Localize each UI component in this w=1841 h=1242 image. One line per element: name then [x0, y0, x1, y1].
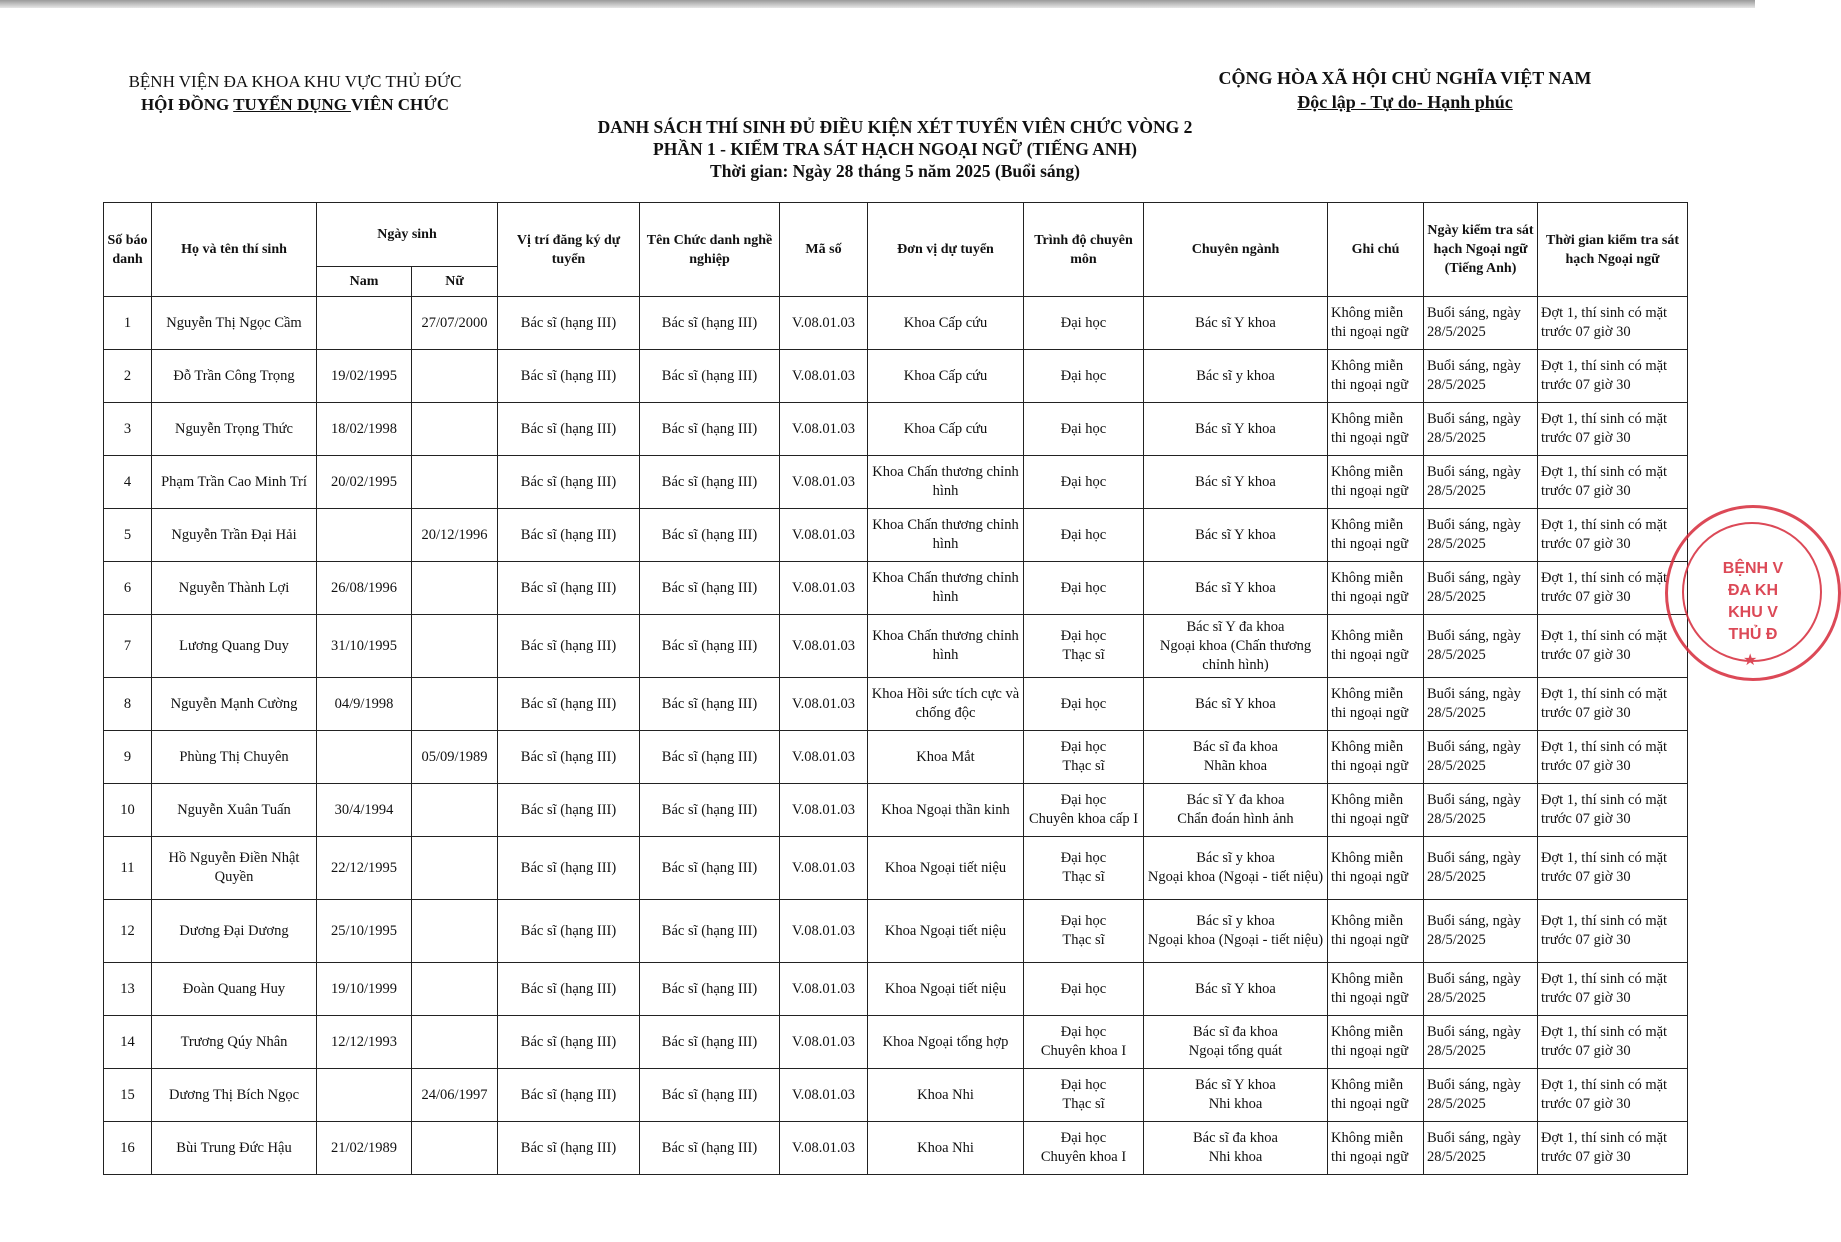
cell-title: Bác sĩ (hạng III)	[640, 837, 780, 900]
cell-exam-date: Buổi sáng, ngày 28/5/2025	[1424, 1122, 1538, 1175]
cell-dob-female	[412, 837, 498, 900]
cell-unit: Khoa Cấp cứu	[868, 350, 1024, 403]
cell-sbd: 6	[104, 562, 152, 615]
cell-dob-female: 20/12/1996	[412, 509, 498, 562]
cell-unit: Khoa Mắt	[868, 731, 1024, 784]
cell-level: Đại học	[1024, 403, 1144, 456]
cell-unit: Khoa Ngoại tiết niệu	[868, 900, 1024, 963]
table-row	[104, 403, 1688, 456]
cell-note: Không miễn thi ngoại ngữ	[1328, 837, 1424, 900]
table-row	[104, 1122, 1688, 1175]
cell-position: Bác sĩ (hạng III)	[498, 900, 640, 963]
table-row	[104, 456, 1688, 509]
cell-note: Không miễn thi ngoại ngữ	[1328, 456, 1424, 509]
cell-sbd: 10	[104, 784, 152, 837]
cell-exam-date: Buổi sáng, ngày 28/5/2025	[1424, 350, 1538, 403]
cell-major: Bác sĩ Y khoa	[1144, 562, 1328, 615]
header-name: Họ và tên thí sinh	[152, 203, 317, 297]
cell-name: Dương Đại Dương	[152, 900, 317, 963]
cell-dob-female	[412, 678, 498, 731]
cell-name: Phạm Trần Cao Minh Trí	[152, 456, 317, 509]
header-major: Chuyên ngành	[1144, 203, 1328, 297]
cell-note: Không miễn thi ngoại ngữ	[1328, 1122, 1424, 1175]
cell-level: Đại học	[1024, 350, 1144, 403]
cell-dob-male: 22/12/1995	[317, 837, 412, 900]
cell-dob-male: 18/02/1998	[317, 403, 412, 456]
header-exam-date: Ngày kiểm tra sát hạch Ngoại ngữ (Tiếng Anh)	[1424, 203, 1538, 297]
cell-exam-time: Đợt 1, thí sinh có mặt trước 07 giờ 30	[1538, 784, 1688, 837]
council-name-post: VIÊN CHỨC	[350, 95, 450, 114]
cell-exam-time: Đợt 1, thí sinh có mặt trước 07 giờ 30	[1538, 615, 1688, 678]
cell-code: V.08.01.03	[780, 350, 868, 403]
table-row	[104, 784, 1688, 837]
table-row	[104, 350, 1688, 403]
cell-position: Bác sĩ (hạng III)	[498, 562, 640, 615]
cell-exam-time: Đợt 1, thí sinh có mặt trước 07 giờ 30	[1538, 1122, 1688, 1175]
cell-unit: Khoa Cấp cứu	[868, 403, 1024, 456]
cell-name: Đoàn Quang Huy	[152, 963, 317, 1016]
cell-sbd: 1	[104, 297, 152, 350]
cell-sbd: 3	[104, 403, 152, 456]
table-row	[104, 900, 1688, 963]
cell-dob-male: 31/10/1995	[317, 615, 412, 678]
cell-dob-male: 30/4/1994	[317, 784, 412, 837]
cell-level: Đại học	[1024, 509, 1144, 562]
cell-level: Đại học	[1024, 963, 1144, 1016]
cell-exam-date: Buổi sáng, ngày 28/5/2025	[1424, 403, 1538, 456]
cell-level: Đại học Chuyên khoa I	[1024, 1016, 1144, 1069]
header-female: Nữ	[412, 267, 498, 297]
cell-exam-time: Đợt 1, thí sinh có mặt trước 07 giờ 30	[1538, 562, 1688, 615]
header-exam-time: Thời gian kiểm tra sát hạch Ngoại ngữ	[1538, 203, 1688, 297]
cell-major: Bác sĩ Y khoa	[1144, 509, 1328, 562]
cell-title: Bác sĩ (hạng III)	[640, 403, 780, 456]
cell-title: Bác sĩ (hạng III)	[640, 1069, 780, 1122]
header-level: Trình độ chuyên môn	[1024, 203, 1144, 297]
cell-unit: Khoa Chấn thương chỉnh hình	[868, 509, 1024, 562]
header-dob: Ngày sinh	[317, 203, 498, 267]
cell-code: V.08.01.03	[780, 297, 868, 350]
cell-level: Đại học Thạc sĩ	[1024, 900, 1144, 963]
cell-major: Bác sĩ Y khoa	[1144, 403, 1328, 456]
cell-note: Không miễn thi ngoại ngữ	[1328, 678, 1424, 731]
cell-title: Bác sĩ (hạng III)	[640, 297, 780, 350]
cell-unit: Khoa Ngoại tiết niệu	[868, 837, 1024, 900]
cell-exam-time: Đợt 1, thí sinh có mặt trước 07 giờ 30	[1538, 297, 1688, 350]
cell-exam-date: Buổi sáng, ngày 28/5/2025	[1424, 1016, 1538, 1069]
cell-unit: Khoa Ngoại tổng hợp	[868, 1016, 1024, 1069]
cell-dob-male: 12/12/1993	[317, 1016, 412, 1069]
cell-dob-male: 26/08/1996	[317, 562, 412, 615]
cell-major: Bác sĩ y khoa	[1144, 350, 1328, 403]
cell-code: V.08.01.03	[780, 963, 868, 1016]
cell-name: Nguyễn Thành Lợi	[152, 562, 317, 615]
cell-name: Nguyễn Mạnh Cường	[152, 678, 317, 731]
cell-code: V.08.01.03	[780, 731, 868, 784]
cell-unit: Khoa Cấp cứu	[868, 297, 1024, 350]
cell-sbd: 5	[104, 509, 152, 562]
seal-line-4: THỦ Đ	[1728, 626, 1778, 643]
cell-position: Bác sĩ (hạng III)	[498, 403, 640, 456]
cell-title: Bác sĩ (hạng III)	[640, 900, 780, 963]
cell-unit: Khoa Chấn thương chỉnh hình	[868, 456, 1024, 509]
cell-note: Không miễn thi ngoại ngữ	[1328, 297, 1424, 350]
cell-dob-male	[317, 731, 412, 784]
cell-major: Bác sĩ y khoa Ngoại khoa (Ngoại - tiết niệu)	[1144, 900, 1328, 963]
header-note: Ghi chú	[1328, 203, 1424, 297]
table-row	[104, 509, 1688, 562]
cell-exam-date: Buổi sáng, ngày 28/5/2025	[1424, 509, 1538, 562]
cell-position: Bác sĩ (hạng III)	[498, 456, 640, 509]
cell-code: V.08.01.03	[780, 678, 868, 731]
cell-exam-time: Đợt 1, thí sinh có mặt trước 07 giờ 30	[1538, 837, 1688, 900]
cell-level: Đại học Thạc sĩ	[1024, 615, 1144, 678]
cell-dob-female	[412, 562, 498, 615]
seal-line-1: BỆNH V	[1722, 560, 1784, 577]
org-name: BỆNH VIỆN ĐA KHOA KHU VỰC THỦ ĐỨC	[128, 72, 462, 91]
council-name	[95, 93, 495, 116]
cell-code: V.08.01.03	[780, 509, 868, 562]
cell-unit: Khoa Chấn thương chỉnh hình	[868, 562, 1024, 615]
cell-title: Bác sĩ (hạng III)	[640, 350, 780, 403]
cell-code: V.08.01.03	[780, 456, 868, 509]
cell-title: Bác sĩ (hạng III)	[640, 509, 780, 562]
cell-position: Bác sĩ (hạng III)	[498, 297, 640, 350]
cell-title: Bác sĩ (hạng III)	[640, 963, 780, 1016]
cell-major: Bác sĩ Y khoa	[1144, 456, 1328, 509]
cell-note: Không miễn thi ngoại ngữ	[1328, 350, 1424, 403]
cell-dob-female	[412, 615, 498, 678]
cell-major: Bác sĩ Y khoa	[1144, 963, 1328, 1016]
organization-header	[95, 70, 495, 116]
table-row	[104, 615, 1688, 678]
cell-dob-female	[412, 784, 498, 837]
cell-major: Bác sĩ đa khoa Nhi khoa	[1144, 1122, 1328, 1175]
cell-note: Không miễn thi ngoại ngữ	[1328, 900, 1424, 963]
cell-exam-date: Buổi sáng, ngày 28/5/2025	[1424, 900, 1538, 963]
cell-code: V.08.01.03	[780, 784, 868, 837]
cell-position: Bác sĩ (hạng III)	[498, 963, 640, 1016]
cell-code: V.08.01.03	[780, 1122, 868, 1175]
cell-level: Đại học Chuyên khoa I	[1024, 1122, 1144, 1175]
cell-note: Không miễn thi ngoại ngữ	[1328, 731, 1424, 784]
cell-name: Lương Quang Duy	[152, 615, 317, 678]
cell-name: Nguyễn Trọng Thức	[152, 403, 317, 456]
cell-major: Bác sĩ Y đa khoa Ngoại khoa (Chấn thương chỉnh hình)	[1144, 615, 1328, 678]
seal-text	[1698, 558, 1808, 646]
header-unit: Đơn vị dự tuyển	[868, 203, 1024, 297]
table-row	[104, 1016, 1688, 1069]
cell-unit: Khoa Hồi sức tích cực và chống độc	[868, 678, 1024, 731]
national-header	[1180, 66, 1630, 114]
table-body	[104, 297, 1688, 1175]
cell-name: Nguyễn Thị Ngọc Cầm	[152, 297, 317, 350]
cell-dob-female: 05/09/1989	[412, 731, 498, 784]
cell-position: Bác sĩ (hạng III)	[498, 1016, 640, 1069]
cell-dob-female: 24/06/1997	[412, 1069, 498, 1122]
cell-exam-time: Đợt 1, thí sinh có mặt trước 07 giờ 30	[1538, 509, 1688, 562]
cell-note: Không miễn thi ngoại ngữ	[1328, 1016, 1424, 1069]
cell-exam-time: Đợt 1, thí sinh có mặt trước 07 giờ 30	[1538, 900, 1688, 963]
cell-dob-male	[317, 509, 412, 562]
candidate-table	[103, 202, 1688, 1175]
cell-exam-time: Đợt 1, thí sinh có mặt trước 07 giờ 30	[1538, 731, 1688, 784]
cell-sbd: 16	[104, 1122, 152, 1175]
cell-sbd: 11	[104, 837, 152, 900]
cell-name: Trương Qúy Nhân	[152, 1016, 317, 1069]
cell-sbd: 4	[104, 456, 152, 509]
nation-motto: Độc lập - Tự do- Hạnh phúc	[1297, 92, 1513, 112]
cell-dob-male	[317, 297, 412, 350]
cell-note: Không miễn thi ngoại ngữ	[1328, 963, 1424, 1016]
cell-dob-female: 27/07/2000	[412, 297, 498, 350]
cell-dob-female	[412, 456, 498, 509]
cell-dob-female	[412, 900, 498, 963]
cell-note: Không miễn thi ngoại ngữ	[1328, 509, 1424, 562]
cell-level: Đại học	[1024, 562, 1144, 615]
cell-unit: Khoa Ngoại tiết niệu	[868, 963, 1024, 1016]
cell-level: Đại học Chuyên khoa cấp I	[1024, 784, 1144, 837]
cell-level: Đại học Thạc sĩ	[1024, 731, 1144, 784]
seal-line-2: ĐA KH	[1727, 582, 1779, 599]
cell-exam-date: Buổi sáng, ngày 28/5/2025	[1424, 837, 1538, 900]
seal-star-icon: ★	[1743, 652, 1758, 669]
cell-major: Bác sĩ Y đa khoa Chẩn đoán hình ảnh	[1144, 784, 1328, 837]
cell-title: Bác sĩ (hạng III)	[640, 1016, 780, 1069]
cell-title: Bác sĩ (hạng III)	[640, 562, 780, 615]
cell-unit: Khoa Nhi	[868, 1069, 1024, 1122]
cell-exam-date: Buổi sáng, ngày 28/5/2025	[1424, 1069, 1538, 1122]
cell-note: Không miễn thi ngoại ngữ	[1328, 784, 1424, 837]
cell-exam-time: Đợt 1, thí sinh có mặt trước 07 giờ 30	[1538, 403, 1688, 456]
table-row	[104, 1069, 1688, 1122]
cell-exam-date: Buổi sáng, ngày 28/5/2025	[1424, 784, 1538, 837]
cell-major: Bác sĩ y khoa Ngoại khoa (Ngoại - tiết niệu)	[1144, 837, 1328, 900]
cell-name: Hồ Nguyễn Điền Nhật Quyền	[152, 837, 317, 900]
cell-dob-male	[317, 1069, 412, 1122]
cell-exam-time: Đợt 1, thí sinh có mặt trước 07 giờ 30	[1538, 963, 1688, 1016]
cell-exam-date: Buổi sáng, ngày 28/5/2025	[1424, 731, 1538, 784]
cell-sbd: 7	[104, 615, 152, 678]
cell-major: Bác sĩ Y khoa	[1144, 678, 1328, 731]
scan-edge	[0, 0, 1755, 8]
cell-title: Bác sĩ (hạng III)	[640, 784, 780, 837]
cell-position: Bác sĩ (hạng III)	[498, 731, 640, 784]
cell-position: Bác sĩ (hạng III)	[498, 509, 640, 562]
cell-sbd: 14	[104, 1016, 152, 1069]
seal-line-3: KHU V	[1728, 604, 1778, 621]
cell-title: Bác sĩ (hạng III)	[640, 456, 780, 509]
cell-level: Đại học	[1024, 678, 1144, 731]
cell-title: Bác sĩ (hạng III)	[640, 615, 780, 678]
cell-code: V.08.01.03	[780, 1016, 868, 1069]
cell-position: Bác sĩ (hạng III)	[498, 784, 640, 837]
cell-exam-date: Buổi sáng, ngày 28/5/2025	[1424, 456, 1538, 509]
cell-dob-male: 19/02/1995	[317, 350, 412, 403]
cell-dob-female	[412, 403, 498, 456]
cell-level: Đại học	[1024, 456, 1144, 509]
cell-sbd: 2	[104, 350, 152, 403]
cell-position: Bác sĩ (hạng III)	[498, 1069, 640, 1122]
cell-exam-time: Đợt 1, thí sinh có mặt trước 07 giờ 30	[1538, 678, 1688, 731]
cell-dob-male: 19/10/1999	[317, 963, 412, 1016]
cell-code: V.08.01.03	[780, 837, 868, 900]
cell-name: Phùng Thị Chuyên	[152, 731, 317, 784]
cell-dob-female	[412, 963, 498, 1016]
cell-unit: Khoa Chấn thương chỉnh hình	[868, 615, 1024, 678]
cell-note: Không miễn thi ngoại ngữ	[1328, 403, 1424, 456]
cell-dob-male: 20/02/1995	[317, 456, 412, 509]
cell-note: Không miễn thi ngoại ngữ	[1328, 562, 1424, 615]
cell-name: Nguyễn Xuân Tuấn	[152, 784, 317, 837]
title-line-1: DANH SÁCH THÍ SINH ĐỦ ĐIỀU KIỆN XÉT TUYỂN VIÊN CHỨC VÒNG 2	[597, 117, 1193, 137]
cell-position: Bác sĩ (hạng III)	[498, 678, 640, 731]
table-row	[104, 963, 1688, 1016]
cell-dob-male: 04/9/1998	[317, 678, 412, 731]
table-row	[104, 562, 1688, 615]
cell-name: Nguyễn Trần Đại Hải	[152, 509, 317, 562]
cell-unit: Khoa Nhi	[868, 1122, 1024, 1175]
header-code: Mã số	[780, 203, 868, 297]
cell-exam-date: Buổi sáng, ngày 28/5/2025	[1424, 562, 1538, 615]
table-row	[104, 731, 1688, 784]
cell-level: Đại học Thạc sĩ	[1024, 837, 1144, 900]
cell-level: Đại học	[1024, 297, 1144, 350]
cell-sbd: 13	[104, 963, 152, 1016]
cell-exam-time: Đợt 1, thí sinh có mặt trước 07 giờ 30	[1538, 456, 1688, 509]
cell-dob-female	[412, 350, 498, 403]
cell-exam-time: Đợt 1, thí sinh có mặt trước 07 giờ 30	[1538, 350, 1688, 403]
header-sbd: Số báo danh	[104, 203, 152, 297]
cell-note: Không miễn thi ngoại ngữ	[1328, 1069, 1424, 1122]
cell-sbd: 9	[104, 731, 152, 784]
cell-position: Bác sĩ (hạng III)	[498, 837, 640, 900]
header-male: Nam	[317, 267, 412, 297]
header-position: Vị trí đăng ký dự tuyển	[498, 203, 640, 297]
document-title	[450, 116, 1340, 182]
table-row	[104, 837, 1688, 900]
cell-title: Bác sĩ (hạng III)	[640, 678, 780, 731]
table-row	[104, 678, 1688, 731]
cell-name: Dương Thị Bích Ngọc	[152, 1069, 317, 1122]
cell-position: Bác sĩ (hạng III)	[498, 615, 640, 678]
cell-unit: Khoa Ngoại thần kinh	[868, 784, 1024, 837]
cell-note: Không miễn thi ngoại ngữ	[1328, 615, 1424, 678]
council-name-underlined: TUYỂN DỤNG	[233, 95, 351, 114]
cell-dob-female	[412, 1122, 498, 1175]
cell-title: Bác sĩ (hạng III)	[640, 731, 780, 784]
title-line-2: PHẦN 1 - KIỂM TRA SÁT HẠCH NGOẠI NGỮ (TIẾNG ANH)	[653, 139, 1137, 159]
cell-exam-time: Đợt 1, thí sinh có mặt trước 07 giờ 30	[1538, 1069, 1688, 1122]
cell-exam-date: Buổi sáng, ngày 28/5/2025	[1424, 678, 1538, 731]
cell-exam-date: Buổi sáng, ngày 28/5/2025	[1424, 297, 1538, 350]
cell-sbd: 12	[104, 900, 152, 963]
cell-exam-date: Buổi sáng, ngày 28/5/2025	[1424, 615, 1538, 678]
cell-sbd: 15	[104, 1069, 152, 1122]
cell-dob-male: 25/10/1995	[317, 900, 412, 963]
cell-sbd: 8	[104, 678, 152, 731]
cell-position: Bác sĩ (hạng III)	[498, 1122, 640, 1175]
title-line-3: Thời gian: Ngày 28 tháng 5 năm 2025 (Buổi sáng)	[710, 161, 1080, 181]
cell-major: Bác sĩ đa khoa Nhãn khoa	[1144, 731, 1328, 784]
council-name-pre: HỘI ĐỒNG	[140, 95, 234, 114]
cell-major: Bác sĩ Y khoa Nhi khoa	[1144, 1069, 1328, 1122]
cell-exam-date: Buổi sáng, ngày 28/5/2025	[1424, 963, 1538, 1016]
official-seal	[1665, 505, 1841, 681]
cell-code: V.08.01.03	[780, 403, 868, 456]
cell-dob-female	[412, 1016, 498, 1069]
table-row	[104, 297, 1688, 350]
cell-position: Bác sĩ (hạng III)	[498, 350, 640, 403]
cell-dob-male: 21/02/1989	[317, 1122, 412, 1175]
cell-code: V.08.01.03	[780, 900, 868, 963]
cell-major: Bác sĩ đa khoa Ngoại tổng quát	[1144, 1016, 1328, 1069]
cell-name: Đỗ Trần Công Trọng	[152, 350, 317, 403]
cell-exam-time: Đợt 1, thí sinh có mặt trước 07 giờ 30	[1538, 1016, 1688, 1069]
cell-level: Đại học Thạc sĩ	[1024, 1069, 1144, 1122]
cell-name: Bùi Trung Đức Hậu	[152, 1122, 317, 1175]
header-title: Tên Chức danh nghề nghiệp	[640, 203, 780, 297]
cell-code: V.08.01.03	[780, 615, 868, 678]
cell-code: V.08.01.03	[780, 1069, 868, 1122]
cell-code: V.08.01.03	[780, 562, 868, 615]
nation-name: CỘNG HÒA XÃ HỘI CHỦ NGHĨA VIỆT NAM	[1218, 68, 1592, 88]
cell-major: Bác sĩ Y khoa	[1144, 297, 1328, 350]
cell-title: Bác sĩ (hạng III)	[640, 1122, 780, 1175]
